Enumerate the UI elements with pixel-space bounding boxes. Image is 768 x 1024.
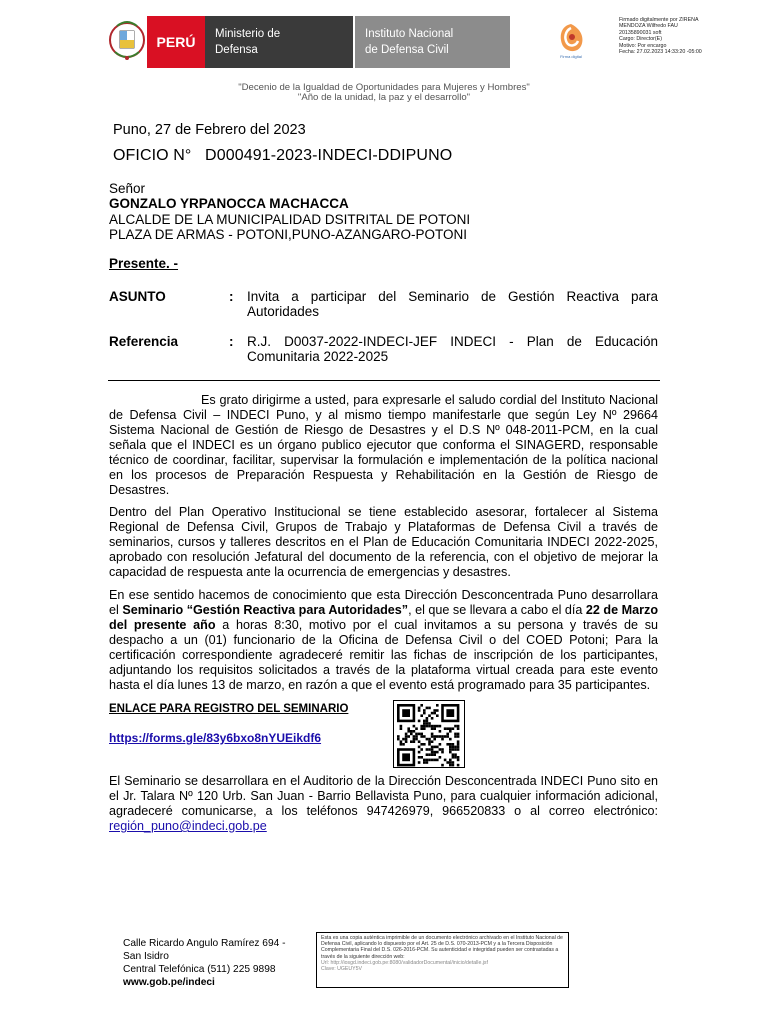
- digital-signature-info: [619, 17, 759, 55]
- asunto-colon: :: [229, 289, 234, 304]
- institute-box: [355, 16, 510, 68]
- asunto-value: Invita a participar del Seminario de Gestión Reactiva para Autoridades: [247, 289, 658, 319]
- oficio-number: OFICIO N° D000491-2023-INDECI-DDIPUNO: [113, 147, 453, 164]
- document-date: Puno, 27 de Febrero del 2023: [113, 122, 306, 138]
- seminar-date: 22 de Marzo del presente año: [109, 603, 659, 632]
- recipient-address: PLAZA DE ARMAS - POTONI,PUNO-AZANGARO-POTONI: [109, 227, 468, 242]
- seminar-name: Seminario “Gestión Reactiva para Autoridades”: [122, 603, 409, 617]
- registration-link[interactable]: https://forms.gle/83y6bxo8nYUEikdf6: [109, 731, 322, 745]
- paragraph-3-text: a horas 8:30, motivo por el cual invitamos a su persona y través de su despacho a un (01) funcionario de la Oficina de Defensa Civil o del COED Potoni; Para la certificación correspondiente agradeceré remitir las fichas de inscripción de los participantes, adjuntando los requisitos solicitados a través de la plataforma virtual creada para este evento hasta el día lunes 13 de marzo, en razón a que el evento está programado para 35 participantes.: [109, 618, 658, 692]
- verification-box: [316, 932, 569, 988]
- referencia-colon: :: [229, 334, 234, 349]
- paragraph-4-text: El Seminario se desarrollara en el Auditorio de la Dirección Desconcentrada INDECI Puno sito en el Jr. Talara Nº 120 Urb. San Juan - Barrio Bellavista Puno, para cualquier información adicional, agradeceré comunicarse, a los teléfonos 947426979, 966520833 o al correo electrónico:: [109, 774, 658, 818]
- peru-logo: [147, 16, 205, 68]
- footer-address-line-2: San Isidro: [123, 951, 169, 962]
- emblem-caption: Firma digital: [560, 54, 582, 59]
- motto-line-1: "Decenio de la Igualdad de Oportunidades para Mujeres y Hombres": [238, 82, 530, 93]
- footer-website: www.gob.pe/indeci: [123, 977, 215, 988]
- divider: [108, 380, 660, 381]
- paragraph-1: Es grato dirigirme a usted, para expresarle el saludo cordial del Instituto Nacional de Defensa Civil – INDECI Puno, y al mismo tiempo manifestarle que según Ley Nº 29664 Sistema Nacional de Gestión de Riesgo de Desastres y el D.S Nº 048-2011-PCM, en la cual señala que el INDECI es un órgano publico ejecutor que conforma el SINAGERD, responsable técnico de coordinar, facilitar, supervisar la formulación e implementación de la política nacional en los procesos de Preparación Respuesta y Rehabilitación en la Gestión de Riesgo de Desastres.: [109, 393, 658, 497]
- motto-line-2: "Año de la unidad, la paz y el desarrollo": [297, 92, 471, 103]
- presente-label: Presente. -: [109, 256, 179, 271]
- paragraph-2: Dentro del Plan Operativo Institucional se tiene establecido asesorar, fortalecer al Sistema Regional de Defensa Civil, Grupos de Trabajo y Plataformas de Defensa Civil a través de seminarios, cursos y talleres descritos en el Plan de Educación Comunitaria INDECI 2022-2025, aprobado con resolución Jefatural del documento de la referencia, con el objetivo de mejorar la capacidad de respuesta ante la ocurrencia de emergencias y desastres.: [109, 505, 658, 579]
- ministry-line-2: Defensa: [215, 44, 258, 56]
- paragraph-3-text: En ese sentido hacemos de conocimiento que esta Dirección Desconcentrada Puno desarrollara el: [109, 588, 658, 617]
- signature-line: Cargo: Director(E): [619, 36, 662, 43]
- ministry-box: [205, 16, 353, 68]
- paragraph-3: [109, 588, 658, 693]
- recipient-title: ALCALDE DE LA MUNICIPALIDAD DSITRITAL DE POTONI: [109, 212, 471, 227]
- signature-line: Fecha: 27.02.2023 14:33:20 -05:00: [619, 49, 702, 56]
- verification-text: Esta es una copia auténtica imprimible de un documento electrónico archivado en el Instituto Nacional de Defensa Civil, aplicando lo dispuesto por el Art. 25 de D.S. 070-2013-PCM y a la Tercera Disposición Complementaria Final del D.S. 026-2016-PCM. Su autenticidad e integridad pueden ser contrastadas a través de la siguiente dirección web:: [321, 935, 563, 960]
- qr-code-icon: [393, 700, 465, 768]
- referencia-value: R.J. D0037-2022-INDECI-JEF INDECI - Plan de Educación Comunitaria 2022-2025: [247, 334, 658, 364]
- footer-phone: Central Telefónica (511) 225 9898: [123, 964, 276, 975]
- signature-line: 20135890031 soft: [619, 29, 662, 36]
- digital-signature-emblem-icon: [556, 22, 586, 58]
- ministry-line-1: Ministerio de: [215, 28, 281, 40]
- paragraph-4: [109, 774, 658, 834]
- registration-link-title: ENLACE PARA REGISTRO DEL SEMINARIO: [109, 703, 349, 715]
- institute-line-2: de Defensa Civil: [365, 44, 449, 56]
- country-label: PERÚ: [156, 34, 196, 50]
- coat-of-arms-icon: [107, 14, 147, 66]
- recipient-name: GONZALO YRPANOCCA MACHACCA: [109, 196, 349, 211]
- verification-key: Clave: UGEUY5V: [321, 966, 362, 973]
- email-link[interactable]: región_puno@indeci.gob.pe: [109, 819, 267, 833]
- institute-line-1: Instituto Nacional: [365, 28, 454, 40]
- signature-line: Motivo: Por encargo: [619, 42, 667, 49]
- verification-url: Url: http://iosgd.indeci.gob.pe:8080/validadorDocumental/inicio/detalle.jsf: [321, 959, 488, 966]
- footer-address-line-1: Calle Ricardo Angulo Ramírez 694 -: [123, 938, 286, 949]
- footer-address: [123, 937, 286, 989]
- salutation: Señor: [109, 181, 146, 196]
- paragraph-3-text: , el que se llevara a cabo el día: [408, 603, 586, 617]
- asunto-label: ASUNTO: [109, 289, 166, 304]
- referencia-label: Referencia: [109, 334, 179, 349]
- signature-line: MENDOZA Wilfredo FAU: [619, 23, 678, 30]
- signature-line: Firmado digitalmente por ZIRENA: [619, 17, 699, 23]
